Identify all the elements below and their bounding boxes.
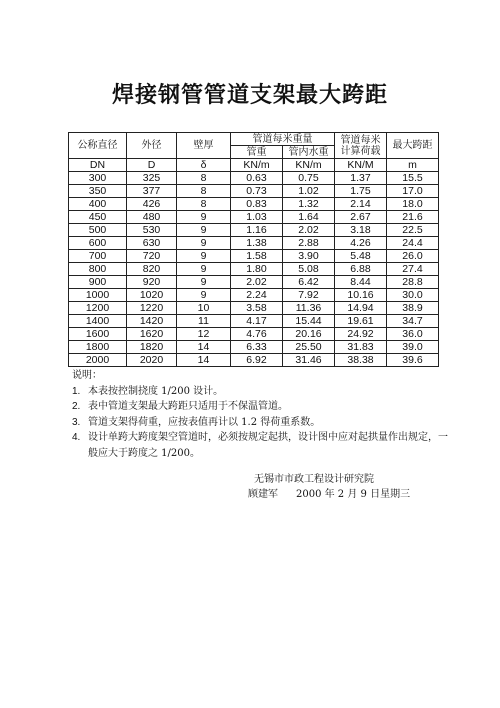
table-row [69, 315, 439, 328]
table-cell: 0.73 [231, 185, 283, 198]
table-cell: 2.67 [335, 211, 387, 224]
note-number: 1. [72, 385, 81, 397]
table-row [69, 328, 439, 341]
table-cell: 600 [69, 237, 127, 250]
table-cell: 1400 [69, 315, 127, 328]
table-cell: 4.26 [335, 237, 387, 250]
note-number: 3. [72, 416, 81, 428]
table-cell: 1.37 [335, 172, 387, 185]
table-cell: 1.80 [231, 263, 283, 276]
table-cell: 8 [177, 185, 231, 198]
table-cell: 2020 [127, 354, 177, 367]
table-cell: 24.4 [387, 237, 439, 250]
table-row [69, 354, 439, 367]
table-cell: 38.38 [335, 354, 387, 367]
table-cell: 36.0 [387, 328, 439, 341]
table-row [69, 172, 439, 185]
signature-block [248, 472, 410, 502]
table-cell: 10 [177, 302, 231, 315]
table-cell: 14 [177, 341, 231, 354]
table-cell: 1.64 [283, 211, 335, 224]
signature-date: 2000 年 2 月 9 日星期三 [296, 489, 411, 500]
table-cell: 1.03 [231, 211, 283, 224]
table-cell: 11 [177, 315, 231, 328]
table-cell: 14 [177, 354, 231, 367]
table-cell: 2.14 [335, 198, 387, 211]
table-cell: 350 [69, 185, 127, 198]
table-cell: 22.5 [387, 224, 439, 237]
table-cell: 2.24 [231, 289, 283, 302]
table-row [69, 237, 439, 250]
table-cell: 530 [127, 224, 177, 237]
unit-cell: KN/m [231, 159, 283, 172]
table-cell: 12 [177, 328, 231, 341]
header-nominal-diameter: 公称直径 [69, 133, 127, 159]
table-cell: 325 [127, 172, 177, 185]
table-cell: 25.50 [283, 341, 335, 354]
note-item [72, 415, 452, 431]
table-cell: 450 [69, 211, 127, 224]
table-cell: 14.94 [335, 302, 387, 315]
table-cell: 5.48 [335, 250, 387, 263]
table-cell: 9 [177, 289, 231, 302]
table-cell: 1000 [69, 289, 127, 302]
table-cell: 1600 [69, 328, 127, 341]
table-cell: 2000 [69, 354, 127, 367]
table-row [69, 289, 439, 302]
table-cell: 4.76 [231, 328, 283, 341]
table-row [69, 211, 439, 224]
table-cell: 2.02 [283, 224, 335, 237]
table-cell: 15.5 [387, 172, 439, 185]
table-cell: 30.0 [387, 289, 439, 302]
table-cell: 9 [177, 276, 231, 289]
table-cell: 800 [69, 263, 127, 276]
table-cell: 31.46 [283, 354, 335, 367]
table-row [69, 250, 439, 263]
table-cell: 1620 [127, 328, 177, 341]
table-cell: 1420 [127, 315, 177, 328]
note-number: 2. [72, 401, 81, 412]
table-cell: 3.58 [231, 302, 283, 315]
signature-organization: 无锡市市政工程设计研究院 [254, 474, 374, 485]
table-cell: 8 [177, 198, 231, 211]
unit-cell: m [387, 159, 439, 172]
unit-row [69, 159, 439, 172]
table-cell: 2.88 [283, 237, 335, 250]
table-cell: 31.83 [335, 341, 387, 354]
table-cell: 20.16 [283, 328, 335, 341]
table-cell: 4.17 [231, 315, 283, 328]
table-row [69, 185, 439, 198]
table-cell: 15.44 [283, 315, 335, 328]
table-cell: 9 [177, 250, 231, 263]
table-cell: 28.8 [387, 276, 439, 289]
table-cell: 900 [69, 276, 127, 289]
table-cell: 9 [177, 224, 231, 237]
table-row [69, 198, 439, 211]
table-row [69, 263, 439, 276]
table-body [69, 172, 439, 367]
table-cell: 820 [127, 263, 177, 276]
table-cell: 1220 [127, 302, 177, 315]
table-cell: 6.88 [335, 263, 387, 276]
table-cell: 39.0 [387, 341, 439, 354]
header-water-weight: 管内水重 [283, 146, 335, 159]
table-cell: 6.33 [231, 341, 283, 354]
table-cell: 26.0 [387, 250, 439, 263]
table-cell: 7.92 [283, 289, 335, 302]
table-cell: 920 [127, 276, 177, 289]
table-cell: 1.32 [283, 198, 335, 211]
signature-author: 顾建军 [248, 489, 278, 500]
table-cell: 1.16 [231, 224, 283, 237]
header-outer-diameter: 外径 [127, 133, 177, 159]
note-item [72, 384, 452, 400]
table-cell: 1.58 [231, 250, 283, 263]
table-cell: 1800 [69, 341, 127, 354]
table-row [69, 341, 439, 354]
table-cell: 9 [177, 211, 231, 224]
header-wall-thickness: 壁厚 [177, 133, 231, 159]
table-cell: 630 [127, 237, 177, 250]
signature-line [248, 487, 410, 502]
table-row [69, 276, 439, 289]
table-cell: 500 [69, 224, 127, 237]
table-cell: 377 [127, 185, 177, 198]
table-cell: 8 [177, 172, 231, 185]
note-text: 管道支架得荷重，应按表值再计以 1.2 得荷重系数。 [88, 416, 321, 428]
notes-section [72, 368, 452, 461]
header-calc-load-line1: 管道每米 [340, 134, 381, 146]
table-cell: 1.02 [283, 185, 335, 198]
table-cell: 11.36 [283, 302, 335, 315]
note-text: 本表按控制挠度 1/200 设计。 [88, 385, 224, 397]
table-cell: 6.42 [283, 276, 335, 289]
unit-cell: DN [69, 159, 127, 172]
header-max-span: 最大跨距 [387, 133, 439, 159]
unit-cell: KN/m [283, 159, 335, 172]
table-cell: 18.0 [387, 198, 439, 211]
unit-cell: KN/M [335, 159, 387, 172]
table-cell: 400 [69, 198, 127, 211]
table-cell: 10.16 [335, 289, 387, 302]
table-cell: 2.02 [231, 276, 283, 289]
header-calc-load-line2: 计算荷载 [340, 145, 381, 157]
table-cell: 1.38 [231, 237, 283, 250]
table-cell: 8.44 [335, 276, 387, 289]
note-text: 设计单跨大跨度架空管道时，必须按规定起拱，设计图中应对起拱量作出规定，一般应大于跨度之 1/200。 [88, 432, 448, 459]
table-cell: 34.7 [387, 315, 439, 328]
table-cell: 27.4 [387, 263, 439, 276]
notes-heading: 说明： [72, 370, 102, 381]
table-cell: 5.08 [283, 263, 335, 276]
table-cell: 24.92 [335, 328, 387, 341]
table-cell: 3.90 [283, 250, 335, 263]
table-cell: 700 [69, 250, 127, 263]
table-row [69, 224, 439, 237]
note-text: 表中管道支架最大跨距只适用于不保温管道。 [88, 401, 288, 412]
table-cell: 3.18 [335, 224, 387, 237]
table-cell: 9 [177, 263, 231, 276]
table-cell: 17.0 [387, 185, 439, 198]
note-item [72, 399, 452, 415]
table-cell: 720 [127, 250, 177, 263]
table-cell: 39.6 [387, 354, 439, 367]
note-item [72, 430, 452, 461]
table-cell: 426 [127, 198, 177, 211]
span-table [68, 132, 439, 367]
table-cell: 1.75 [335, 185, 387, 198]
unit-cell: D [127, 159, 177, 172]
unit-cell: δ [177, 159, 231, 172]
table-cell: 0.83 [231, 198, 283, 211]
table-cell: 1020 [127, 289, 177, 302]
header-pipe-weight: 管重 [231, 146, 283, 159]
note-number: 4. [72, 432, 81, 443]
table-cell: 9 [177, 237, 231, 250]
table-cell: 480 [127, 211, 177, 224]
page-title: 焊接钢管管道支架最大跨距 [111, 83, 388, 108]
header-weight-per-meter: 管道每米重量 [231, 133, 335, 146]
table-cell: 19.61 [335, 315, 387, 328]
table-cell: 1200 [69, 302, 127, 315]
table-cell: 300 [69, 172, 127, 185]
table-cell: 0.75 [283, 172, 335, 185]
table-row [69, 302, 439, 315]
table-cell: 21.6 [387, 211, 439, 224]
table-cell: 6.92 [231, 354, 283, 367]
table-cell: 38.9 [387, 302, 439, 315]
table-cell: 1820 [127, 341, 177, 354]
notes-list [72, 384, 452, 462]
table-cell: 0.63 [231, 172, 283, 185]
header-calc-load [335, 133, 387, 159]
